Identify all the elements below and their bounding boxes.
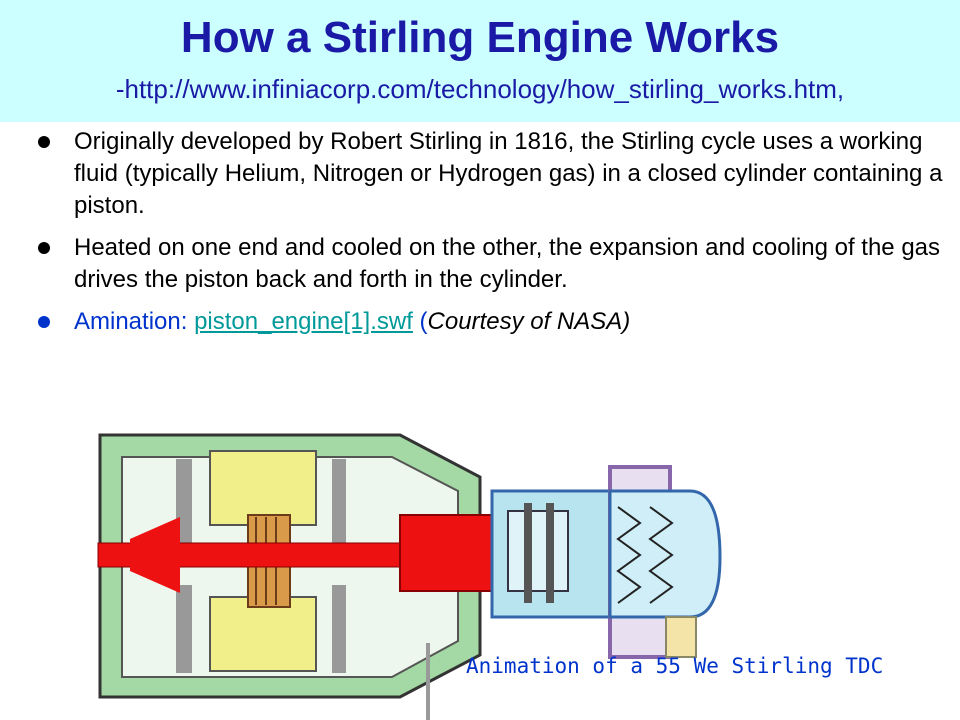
spring-bottom-right bbox=[332, 585, 346, 673]
animation-link[interactable]: piston_engine[1].swf bbox=[194, 308, 413, 335]
animation-bullet bbox=[36, 306, 946, 338]
bullet-dot-icon bbox=[38, 316, 50, 328]
courtesy-open: ( bbox=[412, 308, 428, 335]
bullet-text: Originally developed by Robert Stirling in 1816, the Stirling cycle uses a working fluid (typically Helium, Nitrogen or Hydrogen gas) in a closed cylinder containing a piston. bbox=[74, 128, 943, 219]
courtesy-text: Courtesy of NASA) bbox=[427, 308, 631, 335]
bullet-item bbox=[36, 232, 946, 296]
bullet-item bbox=[36, 126, 946, 222]
displacer bbox=[508, 511, 568, 591]
spring-bottom-left bbox=[176, 585, 192, 673]
source-url: -http://www.infiniacorp.com/technology/how_stirling_works.htm, bbox=[115, 74, 845, 104]
animation-label: Amination: bbox=[74, 308, 195, 335]
bullet-dot-icon bbox=[38, 242, 50, 254]
magnet-top bbox=[210, 451, 316, 525]
diagram-caption: Animation of a 55 We Stirling TDC bbox=[466, 654, 884, 678]
slide-title: How a Stirling Engine Works bbox=[180, 13, 780, 62]
spring-top-right bbox=[332, 459, 346, 547]
support-post bbox=[426, 643, 430, 720]
hot-end-dome bbox=[610, 491, 720, 617]
power-piston bbox=[400, 515, 492, 591]
bullet-list bbox=[36, 126, 946, 348]
bullet-dot-icon bbox=[38, 136, 50, 148]
magnet-bottom bbox=[210, 597, 316, 671]
bullet-text: Heated on one end and cooled on the other, the expansion and cooling of the gas drives the piston back and forth in the cylinder. bbox=[74, 234, 941, 293]
